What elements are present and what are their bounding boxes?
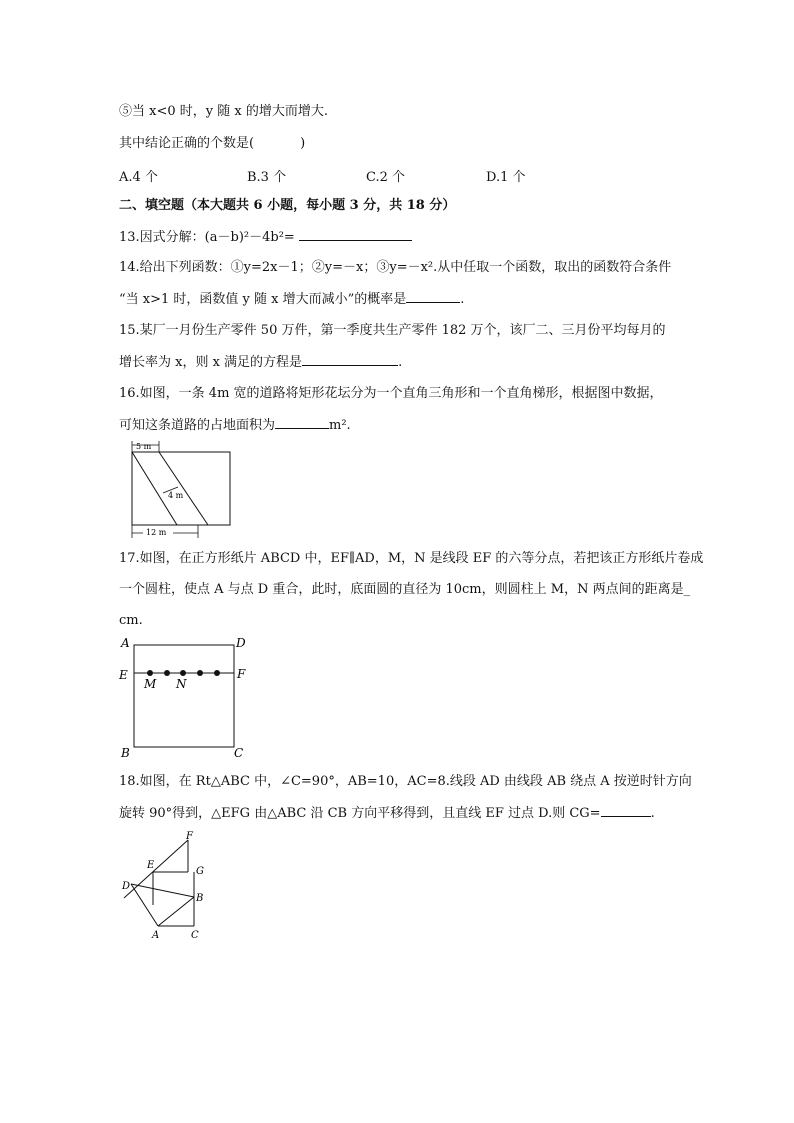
- square-abcd: [134, 645, 234, 747]
- q16-line1: 16.如图，一条 4m 宽的道路将矩形花坛分为一个直角三角形和一个直角梯形，根据图中数据，: [119, 386, 663, 401]
- q17-figure: [115, 635, 250, 760]
- q15-line2-end: .: [398, 355, 403, 370]
- label-e: E: [147, 860, 155, 871]
- label-c: C: [234, 746, 244, 760]
- label-d: D: [122, 881, 131, 892]
- q18-line2-end: .: [650, 806, 655, 821]
- q14-line2-end: .: [460, 292, 465, 307]
- point-n: [164, 670, 170, 676]
- top-dim-label: 5 m: [136, 442, 152, 451]
- width-dim-label: 4 m: [168, 491, 184, 500]
- segment-da: [131, 884, 158, 926]
- q18-line2: [119, 804, 655, 823]
- q18-line1: 18.如图，在 Rt△ABC 中，∠C=90°，AB=10，AC=8.线段 AD 由线段 AB 绕点 A 按逆时针方向: [119, 774, 692, 789]
- segment-ab: [158, 897, 194, 926]
- label-d: D: [236, 636, 246, 650]
- q18-answer-blank[interactable]: [601, 804, 651, 817]
- label-a: A: [121, 636, 130, 650]
- q12-item5: ⑤当 x<0 时，y 随 x 的增大而增大.: [119, 104, 328, 119]
- q14-answer-blank[interactable]: [406, 290, 460, 303]
- road-edge-right: [159, 452, 208, 525]
- q17-line3: cm.: [119, 613, 143, 628]
- point-m: [147, 670, 153, 676]
- q15-line1: 15.某厂一月份生产零件 50 万件，第一季度共生产零件 182 万个，该厂二、三月份平均每月的: [119, 323, 666, 338]
- point-5: [214, 670, 220, 676]
- q12-option-c[interactable]: C.2 个: [366, 170, 406, 185]
- q16-figure: [118, 440, 238, 545]
- q16-line2-text: 可知这条道路的占地面积为: [119, 418, 276, 433]
- q14-line2-text: “当 x>1 时，函数值 y 随 x 增大而减小”的概率是: [119, 292, 407, 307]
- point-3: [180, 670, 186, 676]
- q12-prompt-text: 其中结论正确的个数是(: [119, 136, 255, 151]
- point-4: [197, 670, 203, 676]
- q12-option-a[interactable]: A.4 个: [119, 170, 158, 185]
- q16-line2-end: m².: [329, 418, 351, 433]
- q14-line2: [119, 290, 464, 309]
- label-c: C: [191, 930, 199, 941]
- label-b: B: [196, 893, 204, 904]
- q12-prompt-close: ): [300, 136, 306, 151]
- section-heading: 二、填空题（本大题共 6 小题，每小题 3 分，共 18 分）: [119, 198, 456, 213]
- q16-line2: [119, 416, 351, 435]
- label-f: F: [186, 831, 193, 842]
- label-a: A: [152, 930, 160, 941]
- q12-option-b[interactable]: B.3 个: [247, 170, 287, 185]
- label-e: E: [119, 668, 128, 682]
- label-n: N: [176, 677, 187, 691]
- flowerbed-rect: [132, 452, 230, 525]
- q15-line2: [119, 353, 402, 372]
- q13-answer-blank[interactable]: [299, 228, 412, 241]
- q13-line: [119, 228, 412, 247]
- q18-line2-text: 旋转 90°得到，△EFG 由△ABC 沿 CB 方向平移得到，且直线 EF 过点 D.则 CG=: [119, 806, 601, 821]
- q12-option-d[interactable]: D.1 个: [486, 170, 526, 185]
- q14-line1: 14.给出下列函数：①y=2x－1；②y=－x；③y=－x².从中任取一个函数，取出的函数符合条件: [119, 260, 672, 275]
- q18-figure: [118, 830, 218, 942]
- label-b: B: [121, 746, 130, 760]
- label-m: M: [144, 677, 157, 691]
- q17-line1: 17.如图，在正方形纸片 ABCD 中，EF∥AD，M，N 是线段 EF 的六等分点，若把该正方形纸片卷成: [119, 551, 704, 566]
- label-f: F: [237, 667, 246, 681]
- road-edge-left: [132, 452, 177, 525]
- q16-answer-blank[interactable]: [275, 416, 329, 429]
- q13-text: 13.因式分解：(a－b)²－4b²=: [119, 230, 295, 245]
- bottom-dim-label: 12 m: [146, 528, 167, 537]
- q12-prompt: [119, 135, 305, 153]
- q15-answer-blank[interactable]: [302, 353, 398, 366]
- label-g: G: [196, 866, 204, 877]
- q17-line2: 一个圆柱，使点 A 与点 D 重合，此时，底面圆的直径为 10cm，则圆柱上 M，N 两点间的距离是_: [119, 582, 691, 597]
- q15-line2-text: 增长率为 x，则 x 满足的方程是: [119, 355, 303, 370]
- segment-db: [131, 884, 194, 897]
